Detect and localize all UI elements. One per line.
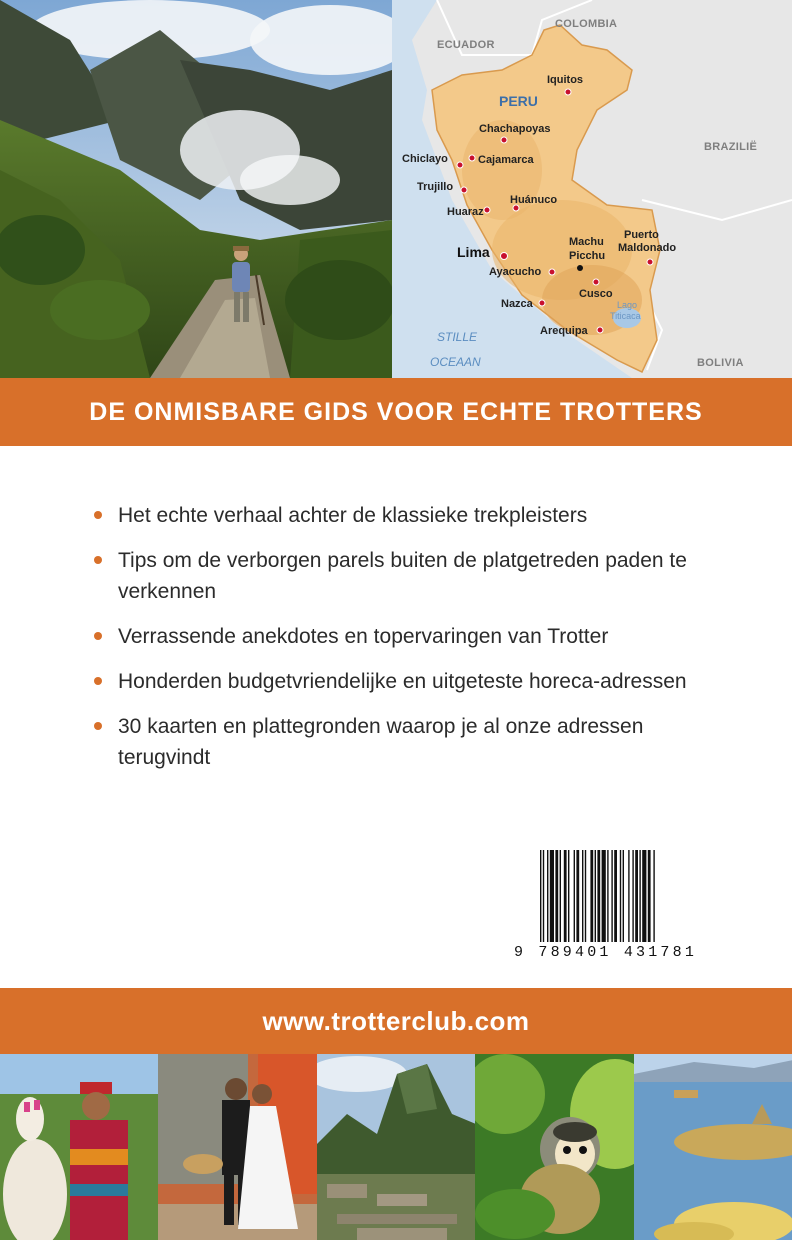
city-label-picchu: Picchu: [569, 250, 606, 262]
city-label-huaraz: Huaraz: [447, 206, 484, 218]
barcode-bar: [635, 850, 638, 942]
city-label-lima: Lima: [457, 244, 490, 260]
lake-label-2: Titicaca: [610, 311, 641, 321]
city-dot-huaraz: [484, 207, 490, 213]
barcode-bar: [642, 850, 646, 942]
barcode-bar: [632, 850, 633, 942]
lake-label-1: Lago: [617, 300, 638, 310]
city-label-arequipa: Arequipa: [540, 325, 588, 337]
barcode-bar: [555, 850, 558, 942]
feature-item: [92, 666, 732, 697]
city-dot-chiclayo: [457, 162, 463, 168]
barcode-bar: [568, 850, 569, 942]
isbn-barcode: [514, 850, 714, 968]
barcode-bar: [597, 850, 600, 942]
map-label-peru: PERU: [499, 93, 538, 109]
map-label-ecuador: ECUADOR: [437, 39, 495, 51]
barcode-bar: [639, 850, 640, 942]
barcode-bar: [576, 850, 579, 942]
feature-item: [92, 545, 732, 607]
city-label-iquitos: Iquitos: [547, 74, 584, 86]
feature-text: Verrassende anekdotes en topervaringen van Trotter: [118, 625, 609, 648]
map-label-colombia: COLOMBIA: [555, 18, 618, 30]
barcode-bar: [611, 850, 612, 942]
city-dot-lima: [501, 253, 508, 260]
city-dot-machu-picchu: [577, 265, 583, 271]
city-dot-cusco: [593, 279, 599, 285]
tagline-text: DE ONMISBARE GIDS VOOR ECHTE TROTTERS: [89, 398, 703, 426]
barcode-bar: [540, 850, 541, 942]
barcode-number: 9 789401 431781: [514, 944, 698, 961]
tagline-banner: [0, 378, 792, 446]
barcode-bar: [564, 850, 567, 942]
city-dot-ayacucho: [549, 269, 555, 275]
map-label-ocean-1: STILLE: [437, 330, 478, 344]
feature-text: Honderden budgetvriendelijke en uitgeteste horeca-adressen: [118, 670, 687, 693]
photo-strip: [0, 1054, 792, 1240]
barcode-bar: [560, 850, 561, 942]
barcode-bar: [614, 850, 617, 942]
feature-list: [92, 500, 732, 787]
feature-text: 30 kaarten en plattegronden waarop je al onze adressen terugvindt: [118, 715, 644, 769]
map-label-brazil: BRAZILIË: [704, 141, 758, 153]
barcode-bar: [653, 850, 654, 942]
city-dot-chachapoyas: [501, 137, 507, 143]
city-dot-arequipa: [597, 327, 603, 333]
city-label-huanuco: Huánuco: [510, 194, 558, 206]
website-banner: [0, 988, 792, 1054]
peru-map: [392, 0, 792, 378]
feature-text: Het echte verhaal achter de klassieke trekpleisters: [118, 504, 588, 527]
photo-llama-woman: [0, 1054, 158, 1240]
photo-lake-titicaca: [634, 1054, 792, 1240]
city-label-chachapoyas: Chachapoyas: [479, 123, 551, 135]
photo-dancers: [158, 1054, 316, 1240]
feature-item: [92, 711, 732, 773]
city-label-chiclayo: Chiclayo: [402, 153, 448, 165]
barcode-bar: [602, 850, 606, 942]
city-dot-iquitos: [565, 89, 571, 95]
bullet-dot-icon: [94, 632, 102, 640]
city-dot-puerto-maldonado: [647, 259, 653, 265]
barcode-bar: [582, 850, 583, 942]
map-label-ocean-2: OCEAAN: [430, 355, 481, 369]
bullet-dot-icon: [94, 556, 102, 564]
barcode-bars: [540, 850, 712, 942]
city-dot-cajamarca: [469, 155, 475, 161]
map-label-bolivia: BOLIVIA: [697, 357, 744, 369]
barcode-bar: [550, 850, 554, 942]
city-label-ayacucho: Ayacucho: [489, 266, 542, 278]
barcode-bar: [585, 850, 586, 942]
photo-machu-picchu: [317, 1054, 475, 1240]
city-label-trujillo: Trujillo: [417, 181, 454, 193]
website-url: www.trotterclub.com: [262, 1006, 530, 1036]
barcode-bar: [623, 850, 624, 942]
feature-text: Tips om de verborgen parels buiten de platgetreden paden te verkennen: [118, 549, 687, 603]
barcode-bar: [574, 850, 575, 942]
city-dot-trujillo: [461, 187, 467, 193]
city-dot-nazca: [539, 300, 545, 306]
barcode-bar: [607, 850, 608, 942]
hiker-photo: [0, 0, 392, 378]
barcode-bar: [595, 850, 596, 942]
barcode-bar: [628, 850, 629, 942]
bullet-dot-icon: [94, 511, 102, 519]
photo-monkey: [475, 1054, 633, 1240]
barcode-bar: [620, 850, 621, 942]
city-label-maldonado: Maldonado: [618, 242, 677, 254]
feature-item: [92, 500, 732, 531]
city-label-nazca: Nazca: [501, 298, 533, 310]
city-label-puerto: Puerto: [624, 229, 659, 241]
bullet-dot-icon: [94, 677, 102, 685]
barcode-bar: [543, 850, 544, 942]
barcode-bar: [590, 850, 593, 942]
city-label-cajamarca: Cajamarca: [478, 154, 534, 166]
feature-item: [92, 621, 732, 652]
bullet-dot-icon: [94, 722, 102, 730]
barcode-bar: [547, 850, 548, 942]
city-label-machu: Machu: [569, 236, 604, 248]
barcode-bar: [648, 850, 651, 942]
city-label-cusco: Cusco: [579, 288, 613, 300]
